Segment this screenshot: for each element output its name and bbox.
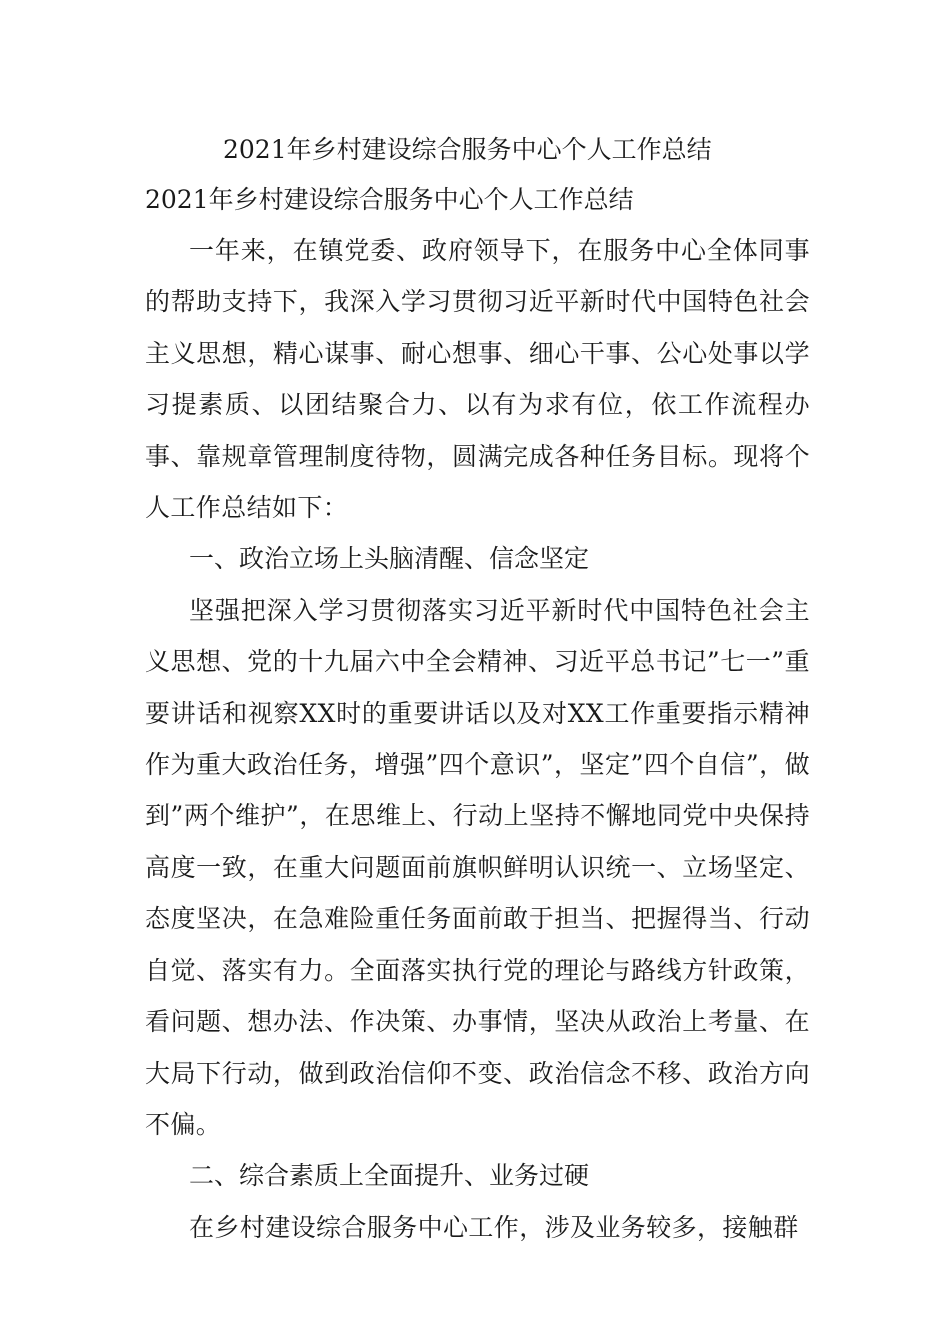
section-2-paragraph: 在乡村建设综合服务中心工作，涉及业务较多，接触群 xyxy=(189,1212,799,1242)
document-body xyxy=(145,125,810,1253)
document-title: 2021年乡村建设综合服务中心个人工作总结 xyxy=(223,135,712,164)
section-heading-1: 一、政治立场上头脑清醒、信念坚定 xyxy=(189,544,590,574)
section-1-paragraph: 坚强把深入学习贯彻落实习近平新时代中国特色社会主义思想、党的十九届六中全会精神、习近平总书记”七一”重要讲话和视察XX时的重要讲话以及对XX工作重要指示精神作为重大政治任务，增强”四个意识”，坚定”四个自信”，做到”两个维护”，在思维上、行动上坚持不懈地同党中央保持高度一致，在重大问题面前旗帜鲜明认识统一、立场坚定、态度坚决，在急难险重任务面前敢于担当、把握得当、行动自觉、落实有力。全面落实执行党的理论与路线方针政策，看问题、想办法、作决策、办事情，坚决从政治上考量、在大局下行动，做到政治信仰不变、政治信念不移、政治方向不偏。 xyxy=(145,595,810,1139)
section-heading-2: 二、综合素质上全面提升、业务过硬 xyxy=(189,1161,590,1191)
intro-paragraph: 一年来，在镇党委、政府领导下，在服务中心全体同事的帮助支持下，我深入学习贯彻习近平新时代中国特色社会主义思想，精心谋事、耐心想事、细心干事、公心处事以学习提素质、以团结聚合力、以有为求有位，依工作流程办事、靠规章管理制度待物，圆满完成各种任务目标。现将个人工作总结如下： xyxy=(145,236,810,523)
document-subtitle: 2021年乡村建设综合服务中心个人工作总结 xyxy=(145,185,634,214)
